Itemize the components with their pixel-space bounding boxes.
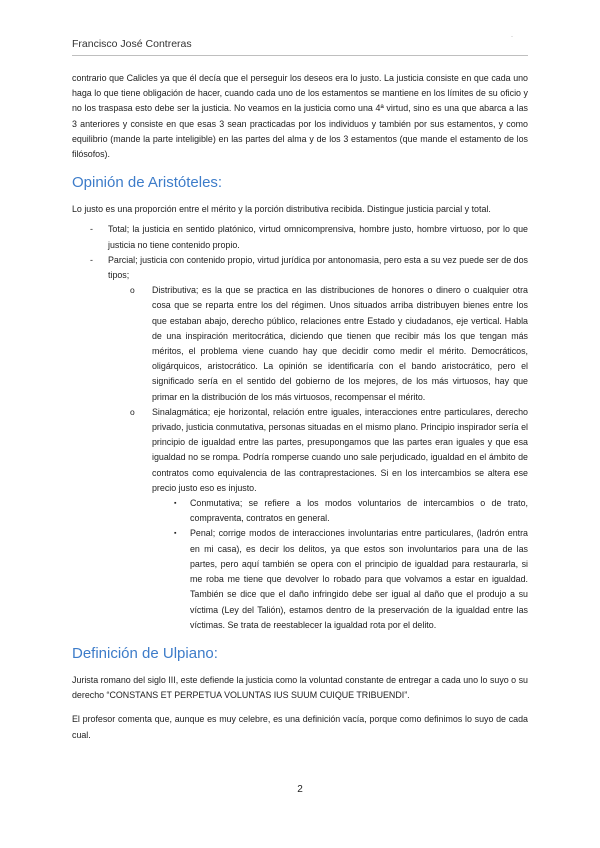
header-corner-mark: -: [511, 34, 513, 40]
list-item-body: [108, 253, 528, 633]
sublist-item-text: Sinalagmática; eje horizontal, relación entre iguales, interacciones entre particulares, derecho privado, justicia conmutativa, personas situadas en el mismo plano. Principio inspirador sería el principio de igualdad entre las partes, presupongamos que las partes eran iguales y que esa igualdad no se rompa. Podría romperse cuando uno sale perjudicado, igualdad en el ámbito de contratos como equivalencia de las contraprestaciones. Si en los intercambios se altera ese precio justo eso es injusto.: [152, 406, 528, 493]
subsublist-item-penal: [152, 526, 528, 632]
square-bullet: ▪: [174, 530, 177, 538]
list-item-text: Parcial; justicia con contenido propio, virtud jurídica por antonomasia, pero esta a su vez puede ser de dos tipos;: [108, 254, 528, 281]
sublist-item-sinalagmatica: [108, 405, 528, 633]
dash-bullet: -: [90, 224, 93, 235]
aristoteles-lead: Lo justo es una proporción entre el mérito y la porción distributiva recibida. Distingue justicia parcial y total.: [72, 204, 491, 215]
circle-bullet: o: [130, 285, 135, 296]
page-number: 2: [297, 784, 303, 795]
ulpiano-paragraph-1: Jurista romano del siglo III, este defiende la justicia como la voluntad constante de entregar a cada uno lo suyo o su derecho “CONSTANS ET PERPETUA VOLUNTAS IUS SUUM CUIQUE TRIBUENDI”.: [72, 674, 528, 701]
ulpiano-paragraph-2: El profesor comenta que, aunque es muy celebre, es una definición vacía, porque como definimos lo suyo de cada cual.: [72, 714, 528, 740]
list-item-total: [72, 222, 528, 252]
list-item-parcial: [72, 253, 528, 633]
document-body: [72, 71, 528, 743]
aristoteles-list: [72, 222, 528, 632]
subsublist-item-text: Conmutativa; se refiere a los modos voluntarios de intercambios o de trato, compraventa, contratos en general.: [190, 498, 528, 524]
header-divider: [72, 55, 528, 56]
page-header-author: Francisco José Contreras: [72, 38, 192, 50]
heading-aristoteles: Opinión de Aristóteles:: [72, 174, 223, 192]
sublist-item-text: Distributiva; es la que se practica en las distribuciones de honores o dinero o cualquier otra cosa que se reparta entre los del régimen. Unos situados arriba distribuyen bienes entre los que estaban abajo, derecho público, relaciones entre Estado y ciudadanos, eje vertical. Habla de una inspiración meritocrática, diciendo que tienen que recibir más los que tengan más méritos, el problema viene cuando hay que decidir como medir el mérito. Democráticos, oligárquicos, aristocrático. La opinión se identificaría con el bando aristocrático, pero el significado sería en el sentido del gobierno de los mejores, de los más virtuosos, hay que primar en la distribución de los más virtuosos, recompensar el mérito.: [152, 285, 528, 402]
subsublist-item-conmutativa: [152, 496, 528, 526]
square-bullet: ▪: [174, 500, 177, 508]
intro-paragraph: contrario que Calicles ya que él decía que el perseguir los deseos era lo justo. La justicia consiste en que cada uno haga lo que tiene obligación de hacer, cuando cada uno de los estamentos se mantiene en los límites de su oficio y no los traspasa esto debe ser la justicia. No veamos en la justicia como una 4ª virtud, sino es una que abarca a las 3 anteriores y consiste en que esas 3 sean practicadas por los individuos y también por sus estamentos, y como equilibrio (mande la parte inteligible) en las partes del alma y de los 3 estamentos (que mande el estamento de los filósofos).: [72, 73, 528, 160]
dash-bullet: -: [90, 254, 93, 265]
sublist-item-distributiva: [108, 283, 528, 405]
list-item-text: Total; la justicia en sentido platónico, virtud omnicomprensiva, hombre justo, hombre virtuoso, por lo que justicia no tiene contenido propio.: [108, 224, 528, 250]
sublist-item-body: [152, 405, 528, 633]
circle-bullet: o: [130, 406, 135, 417]
subsublist-item-text: Penal; corrige modos de interacciones involuntarias entre particulares, (ladrón entra en mi casa), es decir los delitos, ya que estos son involuntarios para una de las partes, pero aquí también se opera con el principio de igualdad para restaurarla, si me roba me tiene que devolver lo robado para que volvamos a estar en igualdad. También se dice que el daño infringido debe ser igual al daño que el produjo a su víctima (Ley del Talión), estamos dentro de la preservación de la igualdad entre las víctimas. Se trata de reestablecer la igualdad rota por el delito.: [190, 528, 528, 630]
heading-ulpiano: Definición de Ulpiano:: [72, 644, 218, 662]
